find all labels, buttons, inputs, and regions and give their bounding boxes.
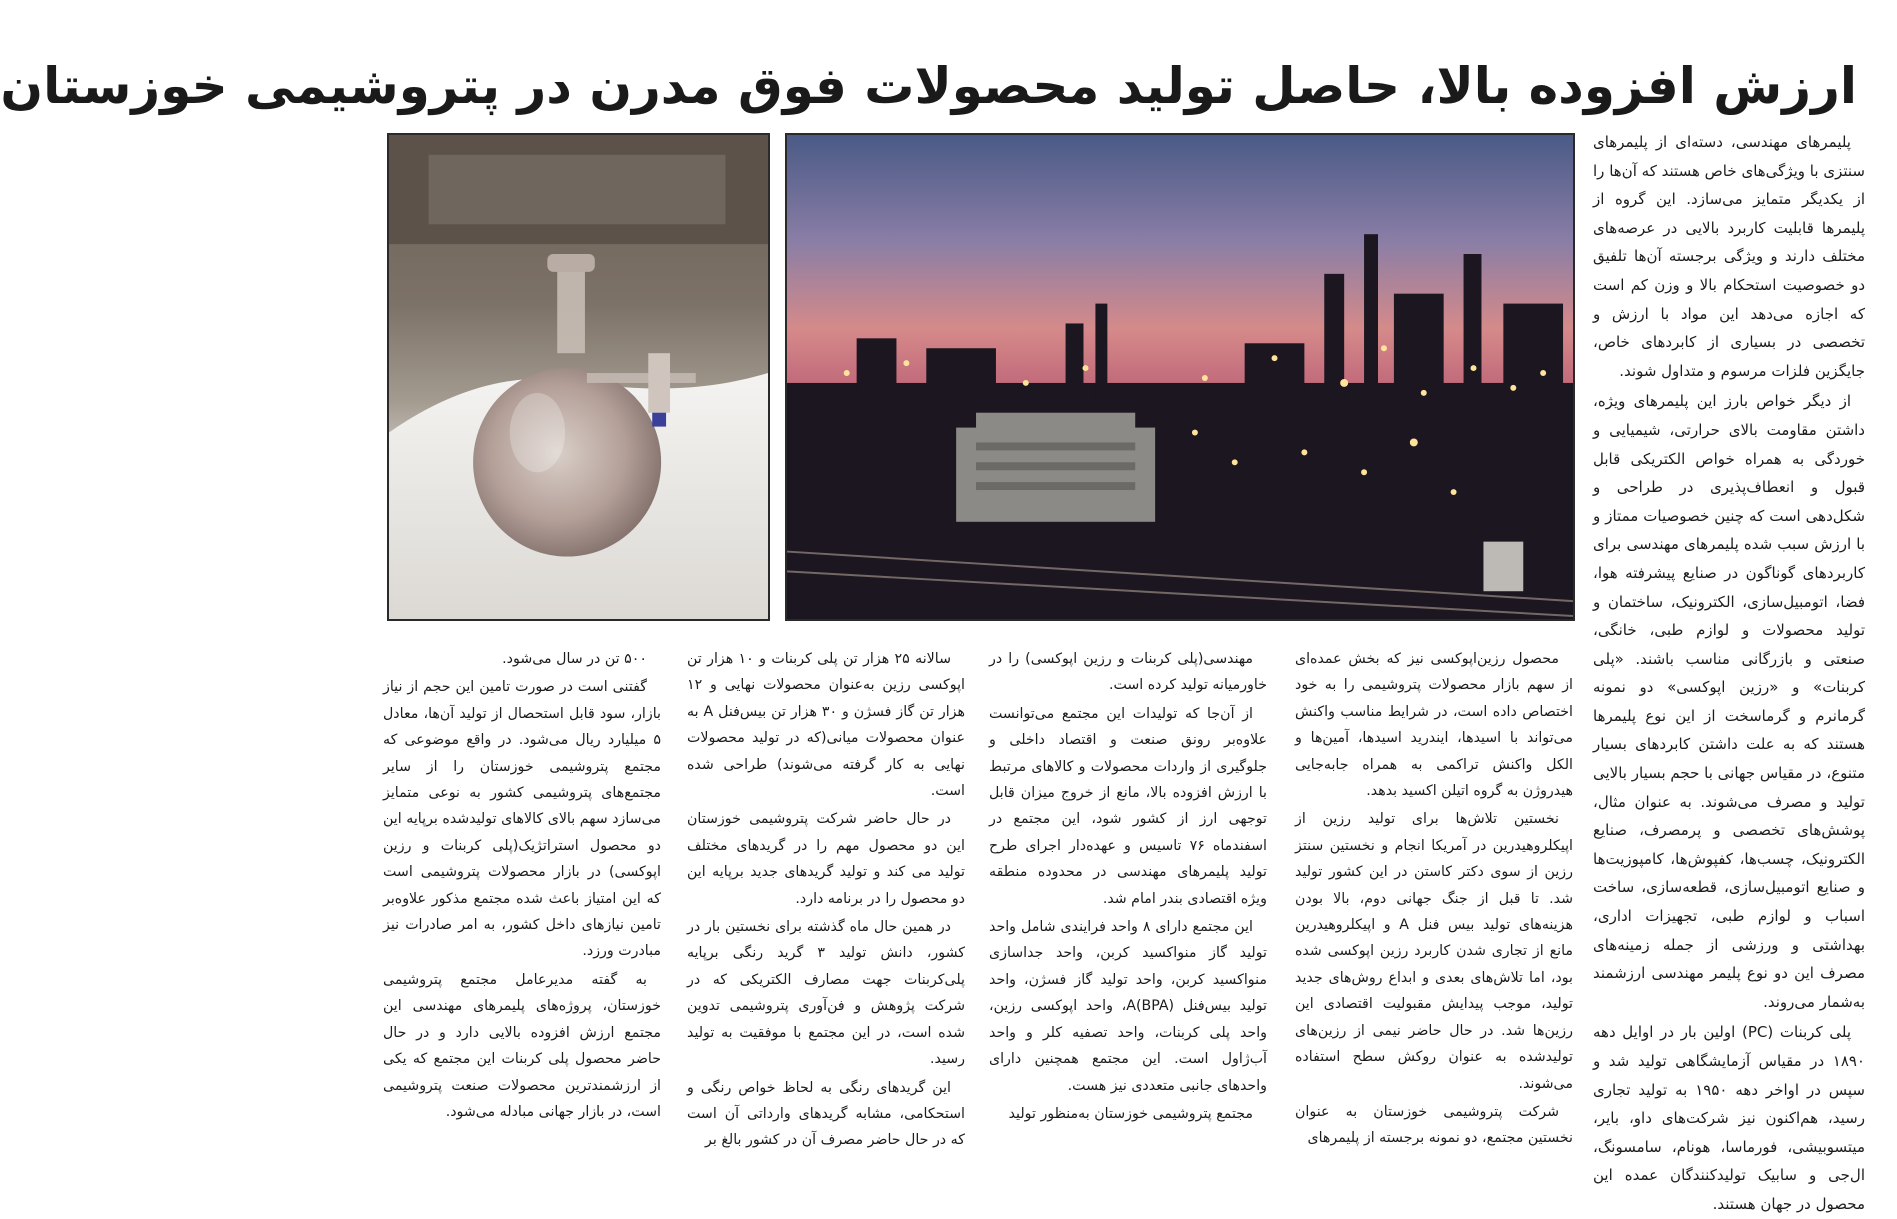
headline: ارزش افزوده بالا، حاصل تولید محصولات فوق مدرن در پتروشیمی خوزستان xyxy=(0,57,1857,115)
paragraph: گفتنی است در صورت تامین این حجم از نیاز بازار، سود قابل استحصال از تولید آن‌ها، معادل ۵ میلیارد ریال می‌شود. در واقع موضوعی که مجتمع پتروشیمی خوزستان را از سایر مجتمع‌های پتروشیمی کشور به نوعی متمایز می‌سازد سهم بالای کالاهای تولیدشده برپایه این دو محصول استراتژیک(پلی کربنات و رزین اپوکسی) در بازار محصولات پتروشیمی است که این امتیاز باعث شده مجتمع مذکور علاوه‌بر تامین نیازهای داخل کشور، به امر صادرات نیز مبادرت ورزد. xyxy=(383,679,661,960)
article-column-right xyxy=(1593,128,1866,1213)
paragraph: شرکت پتروشیمی خوزستان به عنوان نخستین مجتمع، دو نمونه برجسته از پلیمرهای xyxy=(1295,1103,1573,1147)
paragraph: ۵۰۰ تن در سال می‌شود. xyxy=(502,651,647,667)
paragraph: در همین حال ماه گذشته برای نخستین بار در کشور، دانش تولید ۳ گرید رنگی برپایه پلی‌کربنات جهت مصارف الکتریکی که در شرکت پژوهش و فن‌آوری پتروشیمی تدوین شده است، در این مجتمع با موفقیت به تولید رسید. xyxy=(687,919,965,1068)
paragraph: از آن‌جا که تولیدات این مجتمع می‌توانست علاوه‌بر رونق صنعت و اقتصاد داخلی و جلوگیری از واردات محصولات و کالاهای مرتبط با ارزش افزوده بالا، مانع از خروج میزان قابل توجهی ارز از کشور شود، این مجتمع در اسفندماه ۷۶ تاسیس و عهده‌دار اجرای طرح تولید پلیمرهای مهندسی در محدوده منطقه ویژه اقتصادی بندر امام شد. xyxy=(989,705,1267,907)
article-column-3 xyxy=(687,646,965,1178)
paragraph: این مجتمع دارای ۸ واحد فرایندی شامل واحد تولید گاز منواکسید کربن، واحد جداسازی منواکسید کربن، واحد تولید گاز فسژن، واحد تولید بیس‌فنل A(BPA)، واحد اپوکسی رزین، واحد پلی کربنات، واحد تصفیه کلر و واحد آب‌ژاول است. این مجتمع همچنین دارای واحدهای جانبی متعددی نیز هست. xyxy=(989,919,1267,1094)
paragraph: به گفته مدیرعامل مجتمع پتروشیمی خوزستان، پروژه‌های پلیمرهای مهندسی این مجتمع ارزش افزوده بالایی دارد و در حال حاضر محصول پلی کربنات این مجتمع که یکی از ارزشمندترین محصولات صنعت پتروشیمی است، در بازار جهانی مبادله می‌شود. xyxy=(383,971,661,1120)
paragraph: در حال حاضر شرکت پتروشیمی خوزستان این دو محصول مهم را در گریدهای مختلف تولید می کند و تولید گریدهای جدید برپایه این دو محصول را در برنامه دارد. xyxy=(687,811,965,907)
paragraph: سالانه ۲۵ هزار تن پلی کربنات و ۱۰ هزار تن اپوکسی رزین به‌عنوان محصولات نهایی و ۱۲ هزار تن گاز فسژن و ۳۰ هزار تن بیس‌فنل A به عنوان محصولات میانی(که در تولید محصولات نهایی به کار گرفته می‌شوند) طراحی شده است. xyxy=(687,651,965,800)
paragraph: نخستین تلاش‌ها برای تولید رزین از اپیکلروهیدرین در آمریکا انجام و نخستین سنتز رزین از سوی دکتر کاستن در این کشور تولید شد. تا قبل از جنگ جهانی دوم، بالا بودن هزینه‌های تولید بیس فنل A و اپیکلروهیدرین مانع از تجاری شدن کاربرد رزین اپوکسی شده بود، اما تلاش‌های بعدی و ابداع روش‌های جدید تولید، موجب پیدایش مقبولیت اقتصادی این رزین‌ها شد. در حال حاضر نیمی از رزین‌های تولیدشده به عنوان روکش سطح استفاده می‌شوند. xyxy=(1295,811,1573,1092)
paragraph: این گریدهای رنگی به لحاظ خواص رنگی و استحکامی، مشابه گریدهای وارداتی آن است که در حال حاضر مصرف آن در کشور بالغ بر xyxy=(687,1079,965,1149)
article-column-2 xyxy=(989,646,1267,1178)
photo-flask-polymer xyxy=(387,133,770,621)
paragraph: مهندسی(پلی کربنات و رزین اپوکسی) را در خاورمیانه تولید کرده است. xyxy=(989,651,1267,694)
plant-illustration xyxy=(787,135,1573,619)
flask-illustration xyxy=(389,135,768,619)
paragraph: پلیمرهای مهندسی، دسته‌ای از پلیمرهای سنتزی با ویژگی‌های خاص هستند که آن‌ها را از یکدیگر متمایز می‌سازد. این گروه از پلیمرها قابلیت کاربرد بالایی در عرصه‌های مختلف دارند و ویژگی برجسته آن‌ها تلفیق دو خصوصیت استحکام بالا و وزن کم است که اجازه می‌دهد این مواد با ارزش و تخصصی در بسیاری از کابردهای خاص، جایگزین فلزات مرسوم و متداول شوند. xyxy=(1593,133,1865,380)
paragraph: پلی کربنات (PC) اولین بار در اوایل دهه ۱۸۹۰ در مقیاس آزمایشگاهی تولید شد و سپس در اواخر دهه ۱۹۵۰ به تولید تجاری رسید، هم‌اکنون نیز شرکت‌های داو، بایر، میتسوبیشی، فورماسا، هونام، سامسونگ، ال‌جی و سابیک تولیدکنندگان عمده این محصول در جهان هستند. xyxy=(1593,1023,1866,1213)
paragraph: محصول رزین‌اپوکسی نیز که بخش عمده‌ای از سهم بازار محصولات پتروشیمی را به خود اختصاص داده است، در شرایط مناسب واکنش می‌تواند با اسیدها، ایندرید اسیدها، آمین‌ها و الکل واکنش تراکمی به همراه جابه‌جایی هیدروژن به گروه اتیلن اکسید بدهد. xyxy=(1295,651,1573,800)
article-column-4 xyxy=(383,646,661,1178)
paragraph: مجتمع پتروشیمی خوزستان به‌منظور تولید xyxy=(1008,1105,1253,1122)
photo-petrochemical-plant xyxy=(785,133,1575,621)
paragraph: از دیگر خواص بارز این پلیمرهای ویژه، داشتن مقاومت بالای حرارتی، شیمیایی و خوردگی به همراه خواص الکتریکی قابل قبول و انعطاف‌پذیری در طراحی و شکل‌دهی است که چنین خصوصیات ممتاز و با ارزش سبب شده پلیمرهای مهندسی برای کاربردهای گوناگون در صنایع پیشرفته هوا، فضا، اتومبیل‌سازی، الکترونیک، ساختمان و تولید محصولات و لوازم طبی، خانگی، صنعتی و بازرگانی مناسب باشند. «پلی کربنات» و «رزین اپوکسی» دو نمونه گرمانرم و گرماسخت از این نوع پلیمرها هستند که به علت داشتن کابردهای بسیار متنوع، در مقیاس جهانی با حجم بسیار بالایی تولید و مصرف می‌شوند. به عنوان مثال، پوشش‌های تخصصی و پرمصرف، صنایع الکترونیک، چسب‌ها، کفپوش‌ها، کامپوزیت‌ها و صنایع اتومبیل‌سازی، قطعه‌سازی، ساخت اسباب و لوازم طبی، تجهیزات اداری، بهداشتی و ورزشی از جمله زمینه‌های مصرف این دو نوع پلیمر مهندسی ارزشمند به‌شمار می‌روند. xyxy=(1593,392,1865,1011)
article-column-1 xyxy=(1295,646,1573,1178)
